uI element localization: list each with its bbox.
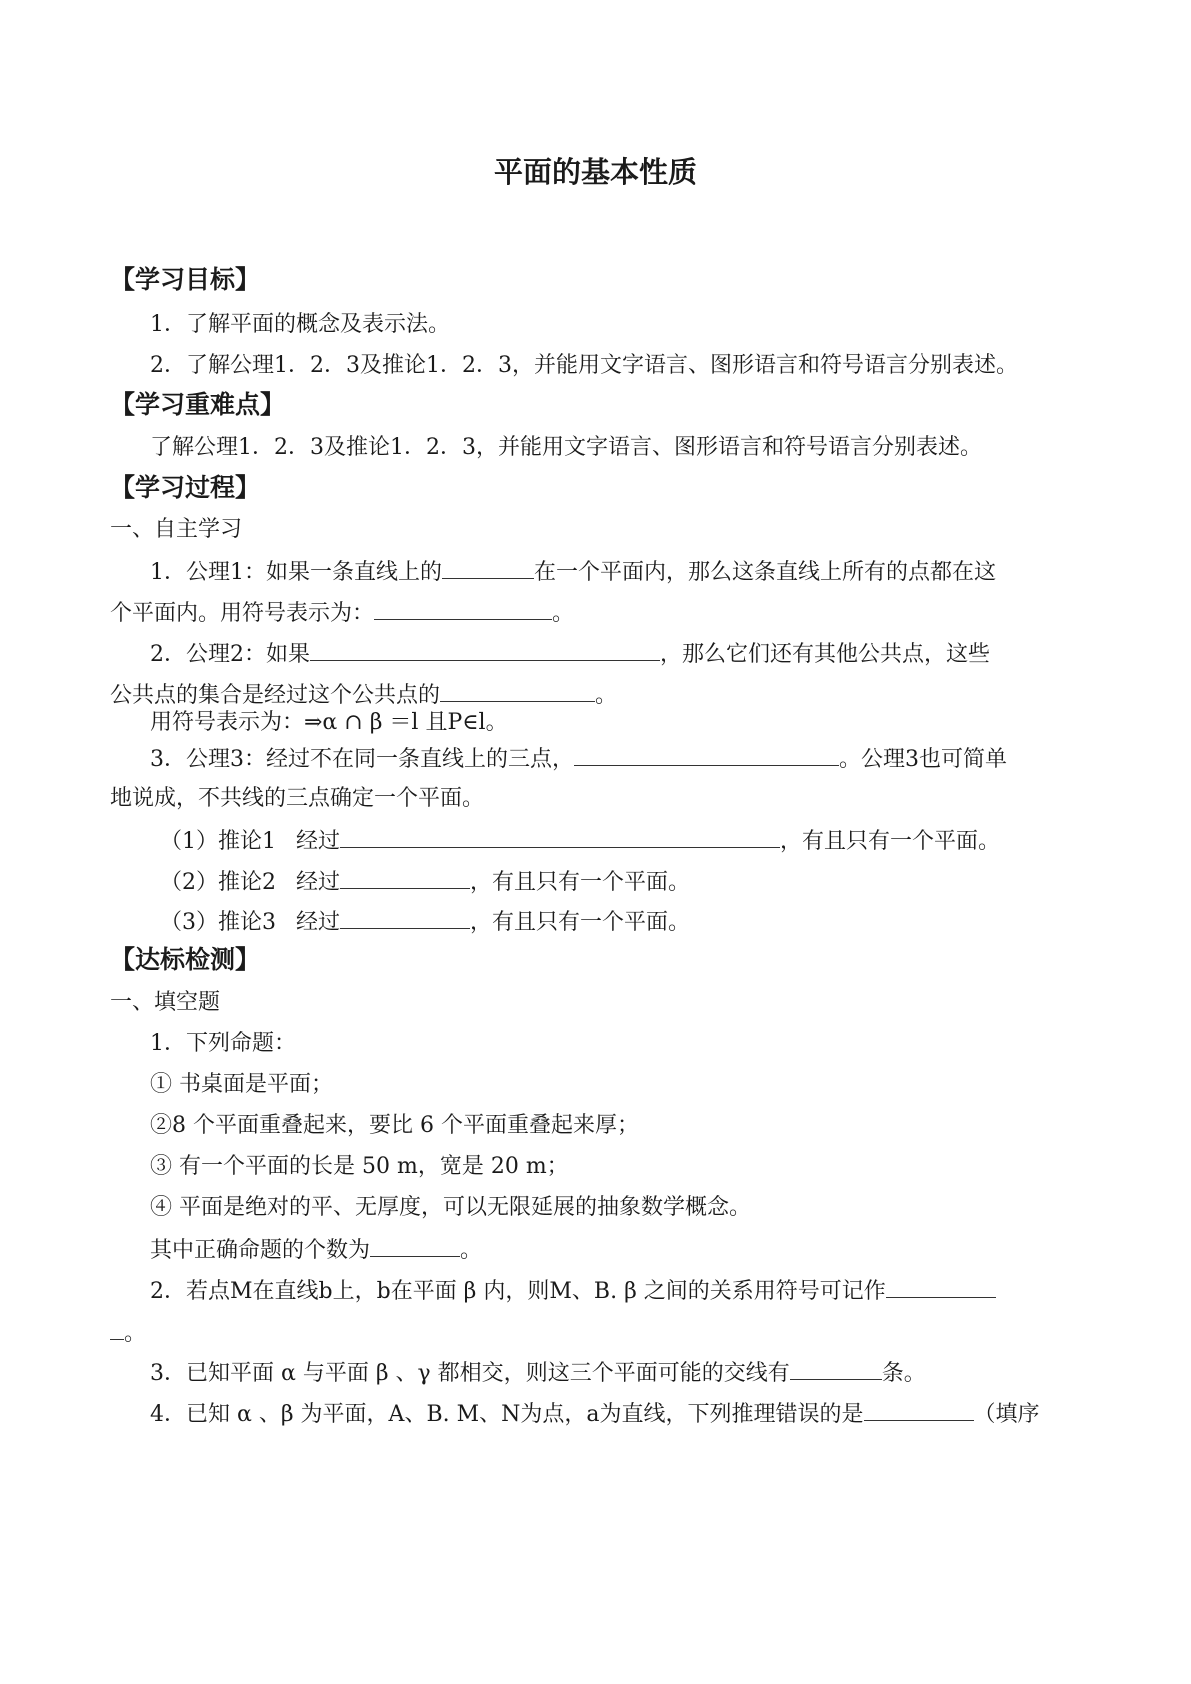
- axiom-3-blank[interactable]: [574, 743, 839, 766]
- axiom-2-line-2: [110, 679, 1090, 711]
- axiom-3-line-1: [150, 743, 1130, 775]
- question-4-text: 4．已知 α 、β 为平面，A、B. M、N为点，a为直线，下列推理错误的是: [150, 1402, 864, 1427]
- axiom-3-line-2: 地说成，不共线的三点确定一个平面。: [110, 786, 485, 811]
- corollary-3-post: ，有且只有一个平面。: [470, 910, 691, 935]
- corollary-2-blank[interactable]: [340, 866, 470, 889]
- corollary-3-pre: 经过: [296, 910, 341, 935]
- question-1-intro: 1．下列命题：: [150, 1031, 296, 1056]
- question-2-end: 。: [124, 1321, 147, 1346]
- axiom-1-line-2: [110, 597, 1090, 629]
- subsection-fill-in: 一、填空题: [110, 990, 221, 1015]
- axiom-2-text-d: 。: [595, 683, 618, 708]
- question-4-end: （填序: [973, 1402, 1040, 1427]
- axiom-2-text-b: ，那么它们还有其他公共点，这些: [660, 642, 991, 667]
- difficulties-text: 了解公理1．2．3及推论1．2．3，并能用文字语言、图形语言和符号语言分别表述。: [150, 435, 982, 460]
- axiom-2-blank-1[interactable]: [310, 638, 660, 661]
- corollary-2-label: （2）推论2: [160, 870, 276, 895]
- goal-item-2: 2．了解公理1．2．3及推论1．2．3，并能用文字语言、图形语言和符号语言分别表述。: [150, 353, 1018, 378]
- corollary-1-blank[interactable]: [340, 825, 780, 848]
- subsection-self-study: 一、自主学习: [110, 517, 243, 542]
- section-heading-difficulties: 【学习重难点】: [110, 390, 286, 419]
- axiom-1-text-c: 个平面内。用符号表示为：: [110, 601, 375, 626]
- question-1-blank[interactable]: [370, 1234, 460, 1257]
- axiom-1-blank-2[interactable]: [374, 597, 552, 620]
- question-1-ask-end: 。: [460, 1238, 483, 1263]
- question-2-line-2: [110, 1317, 1090, 1349]
- corollary-1-label: （1）推论1: [160, 829, 276, 854]
- question-3-blank[interactable]: [790, 1357, 882, 1380]
- axiom-2-blank-2[interactable]: [440, 679, 595, 702]
- corollary-1-post: ，有且只有一个平面。: [780, 829, 1001, 854]
- question-2-blank-a[interactable]: [886, 1275, 996, 1298]
- question-2-line-1: [150, 1275, 1130, 1307]
- corollary-3: [160, 906, 1140, 938]
- axiom-1-text-b: 在一个平面内，那么这条直线上所有的点都在这: [534, 560, 997, 585]
- question-3-text: 3．已知平面 α 与平面 β 、γ 都相交，则这三个平面可能的交线有: [150, 1361, 790, 1386]
- question-1-ask-text: 其中正确命题的个数为: [150, 1238, 371, 1263]
- question-3: [150, 1357, 1130, 1389]
- question-3-end: 条。: [881, 1361, 926, 1386]
- question-2-blank-b[interactable]: [110, 1317, 124, 1340]
- page-title: 平面的基本性质: [493, 155, 697, 189]
- section-heading-goals: 【学习目标】: [110, 265, 261, 294]
- axiom-1-text-d: 。: [552, 601, 575, 626]
- axiom-3-text-b: 。公理3也可简单: [839, 747, 1007, 772]
- corollary-1-pre: 经过: [296, 829, 341, 854]
- question-4: [150, 1398, 1130, 1430]
- corollary-3-label: （3）推论3: [160, 910, 276, 935]
- axiom-1-blank-1[interactable]: [442, 556, 534, 579]
- axiom-1-text-a: 1．公理1：如果一条直线上的: [150, 560, 442, 585]
- question-1-option-1: ① 书桌面是平面；: [150, 1072, 333, 1097]
- question-1-option-4: ④ 平面是绝对的平、无厚度，可以无限延展的抽象数学概念。: [150, 1195, 751, 1220]
- question-1-ask: [150, 1234, 1130, 1266]
- axiom-2-text-c: 公共点的集合是经过这个公共点的: [110, 683, 441, 708]
- section-heading-test: 【达标检测】: [110, 945, 261, 974]
- corollary-3-blank[interactable]: [340, 906, 470, 929]
- corollary-2: [160, 866, 1140, 898]
- axiom-2-symbol: 用符号表示为：⇒α ∩ β ＝l 且P∈l。: [150, 710, 508, 735]
- section-heading-process: 【学习过程】: [110, 473, 261, 502]
- axiom-2-line-1: [150, 638, 1130, 670]
- axiom-3-text-a: 3．公理3：经过不在同一条直线上的三点，: [150, 747, 574, 772]
- goal-item-1: 1．了解平面的概念及表示法。: [150, 312, 450, 337]
- axiom-1-line-1: [150, 556, 1130, 588]
- question-4-blank[interactable]: [864, 1398, 974, 1421]
- question-1-option-2: ②8 个平面重叠起来，要比 6 个平面重叠起来厚；: [150, 1113, 639, 1138]
- corollary-2-pre: 经过: [296, 870, 341, 895]
- question-1-option-3: ③ 有一个平面的长是 50 m，宽是 20 m；: [150, 1154, 569, 1179]
- corollary-1: [160, 825, 1140, 857]
- axiom-2-text-a: 2．公理2：如果: [150, 642, 310, 667]
- question-2-text: 2．若点M在直线b上，b在平面 β 内，则M、B. β 之间的关系用符号可记作: [150, 1279, 886, 1304]
- corollary-2-post: ，有且只有一个平面。: [470, 870, 691, 895]
